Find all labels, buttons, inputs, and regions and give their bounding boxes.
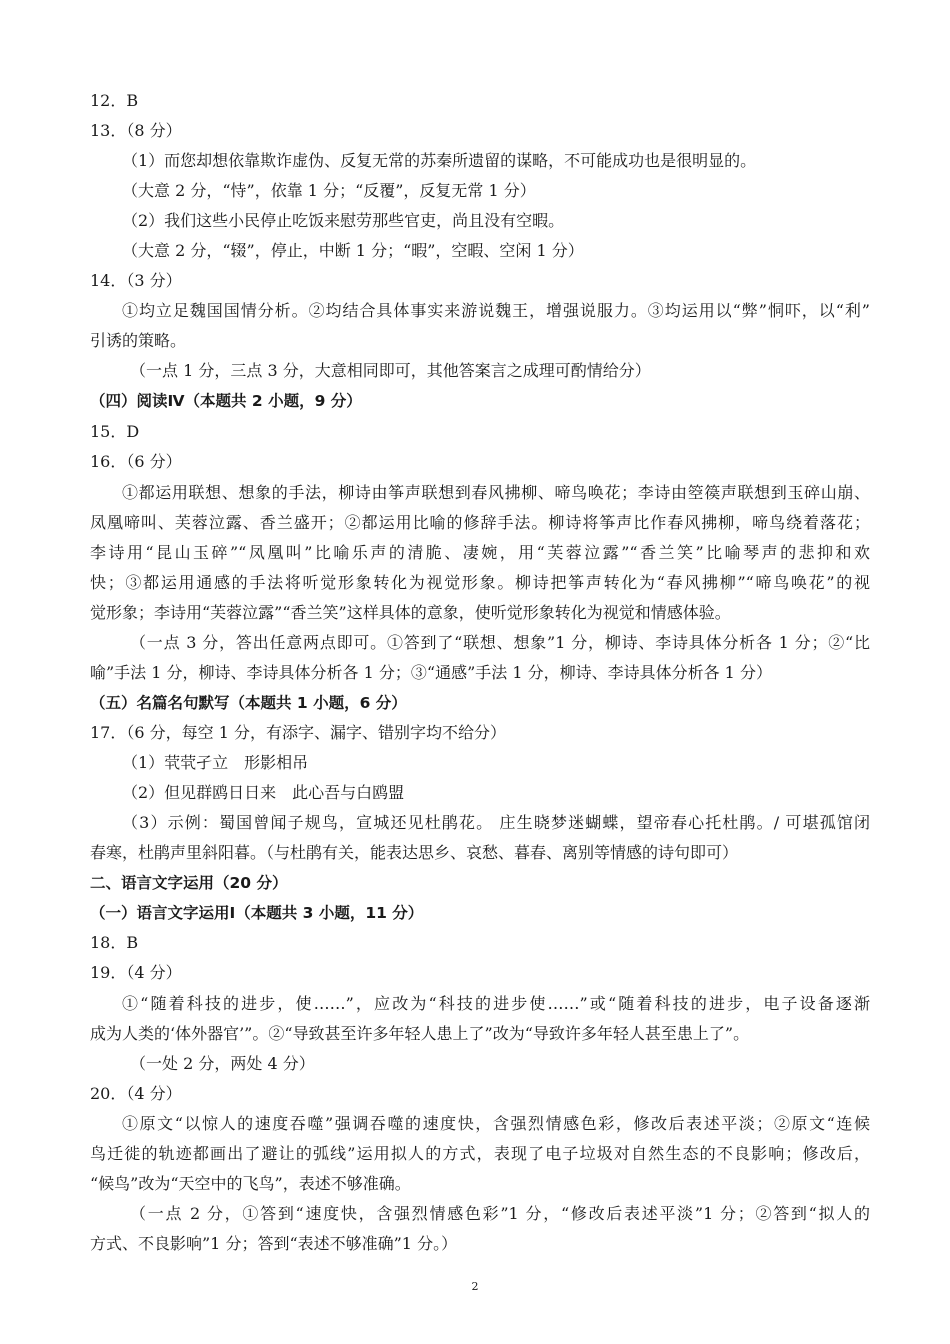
answer-13-part2: （2）我们这些小民停止吃饭来慰劳那些官吏，尚且没有空暇。 [122,211,565,230]
answer-20-scoring-line1: （一点 2 分，①答到“速度快，含强烈情感色彩”1 分，“修改后表述平淡”1 分；②答到“拟人的 [130,1204,870,1223]
answer-13-header: 13．（8 分） [90,121,182,140]
answer-16-header: 16．（6 分） [90,452,182,471]
answer-14-line2: 引诱的策略。 [90,331,187,350]
answer-17-part3-line2: 春寒，杜鹃声里斜阳暮。（与杜鹃有关，能表达思乡、哀愁、暮春、离别等情感的诗句即可） [90,843,739,862]
answer-16-line2: 凤凰啼叫、芙蓉泣露、香兰盛开；②都运用比喻的修辞手法。柳诗将筝声比作春风拂柳，啼鸟绕着落花； [90,513,870,532]
answer-20-line2: 鸟迁徙的轨迹都画出了避让的弧线”运用拟人的方式，表现了电子垃圾对自然生态的不良影响；修改后， [90,1144,870,1163]
answer-14-scoring: （一点 1 分，三点 3 分，大意相同即可，其他答案言之成理可酌情给分） [130,361,651,380]
answer-13-part1: （1）而您却想依靠欺诈虚伪、反复无常的苏秦所遗留的谋略，不可能成功也是很明显的。 [122,151,757,170]
answer-20-scoring-line2: 方式、不良影响”1 分；答到“表述不够准确”1 分。） [90,1234,458,1253]
answer-16-line1: ①都运用联想、想象的手法，柳诗由筝声联想到春风拂柳、啼鸟唤花；李诗由箜篌声联想到玉碎山崩、 [122,483,870,502]
answer-17-part3-line1: （3）示例：蜀国曾闻子规鸟，宣城还见杜鹃花。 庄生晓梦迷蝴蝶，望帝春心托杜鹃。/ 可堪孤馆闭 [122,813,870,832]
answer-13-part2-scoring: （大意 2 分，“辍”，停止，中断 1 分；“暇”，空暇、空闲 1 分） [122,241,584,260]
section-language-use-1-heading: （一）语言文字运用Ⅰ（本题共 3 小题，11 分） [90,904,424,922]
answer-17-part1: （1）茕茕孑立 形影相吊 [122,753,309,772]
answer-16-scoring-line1: （一点 3 分，答出任意两点即可。①答到了“联想、想象”1 分，柳诗、李诗具体分析各 1 分；②“比 [130,633,870,652]
answer-16-line4: 快；③都运用通感的手法将听觉形象转化为视觉形象。柳诗把筝声转化为“春风拂柳”“啼鸟唤花”的视 [90,573,870,592]
answer-20-line3: “候鸟”改为“天空中的飞鸟”，表述不够准确。 [90,1174,411,1193]
answer-16-scoring-line2: 喻”手法 1 分，柳诗、李诗具体分析各 1 分；③“通感”手法 1 分，柳诗、李诗具体分析各 1 分） [90,663,772,682]
answer-12: 12．B [90,91,139,110]
answer-14-header: 14．（3 分） [90,271,182,290]
answer-18: 18．B [90,933,139,952]
answer-16-line3: 李诗用“昆山玉碎”“凤凰叫”比喻乐声的清脆、凄婉，用“芙蓉泣露”“香兰笑”比喻琴声的悲抑和欢 [90,543,870,562]
answer-17-header: 17．（6 分，每空 1 分，有添字、漏字、错别字均不给分） [90,723,506,742]
answer-13-part1-scoring: （大意 2 分，“恃”，依靠 1 分；“反覆”，反复无常 1 分） [122,181,536,200]
answer-14-line1: ①均立足魏国国情分析。②均结合具体事实来游说魏王，增强说服力。③均运用以“弊”恫吓，以“利” [122,301,870,320]
answer-20-header: 20．（4 分） [90,1084,182,1103]
answer-19-line1: ①“随着科技的进步，使……”，应改为“科技的进步使……”或“随着科技的进步，电子设备逐渐 [122,994,870,1013]
answer-16-line5: 觉形象；李诗用“芙蓉泣露”“香兰笑”这样具体的意象，使听觉形象转化为视觉和情感体验。 [90,603,731,622]
section-language-use-heading: 二、语言文字运用（20 分） [90,874,288,892]
answer-19-line2: 成为人类的‘体外器官’”。②“导致甚至许多年轻人患上了”改为“导致许多年轻人甚至患上了”。 [90,1024,750,1043]
answer-17-part2: （2）但见群鸥日日来 此心吾与白鸥盟 [122,783,405,802]
answer-19-header: 19．（4 分） [90,963,182,982]
answer-15: 15．D [90,422,140,441]
section-reading-4-heading: （四）阅读Ⅳ（本题共 2 小题，9 分） [90,392,362,410]
section-recitation-heading: （五）名篇名句默写（本题共 1 小题，6 分） [90,694,407,712]
answer-19-scoring: （一处 2 分，两处 4 分） [130,1054,315,1073]
answer-20-line1: ①原文“以惊人的速度吞噬”强调吞噬的速度快，含强烈情感色彩，修改后表述平淡；②原文“连候 [122,1114,870,1133]
page-number: 2 [471,1280,479,1293]
